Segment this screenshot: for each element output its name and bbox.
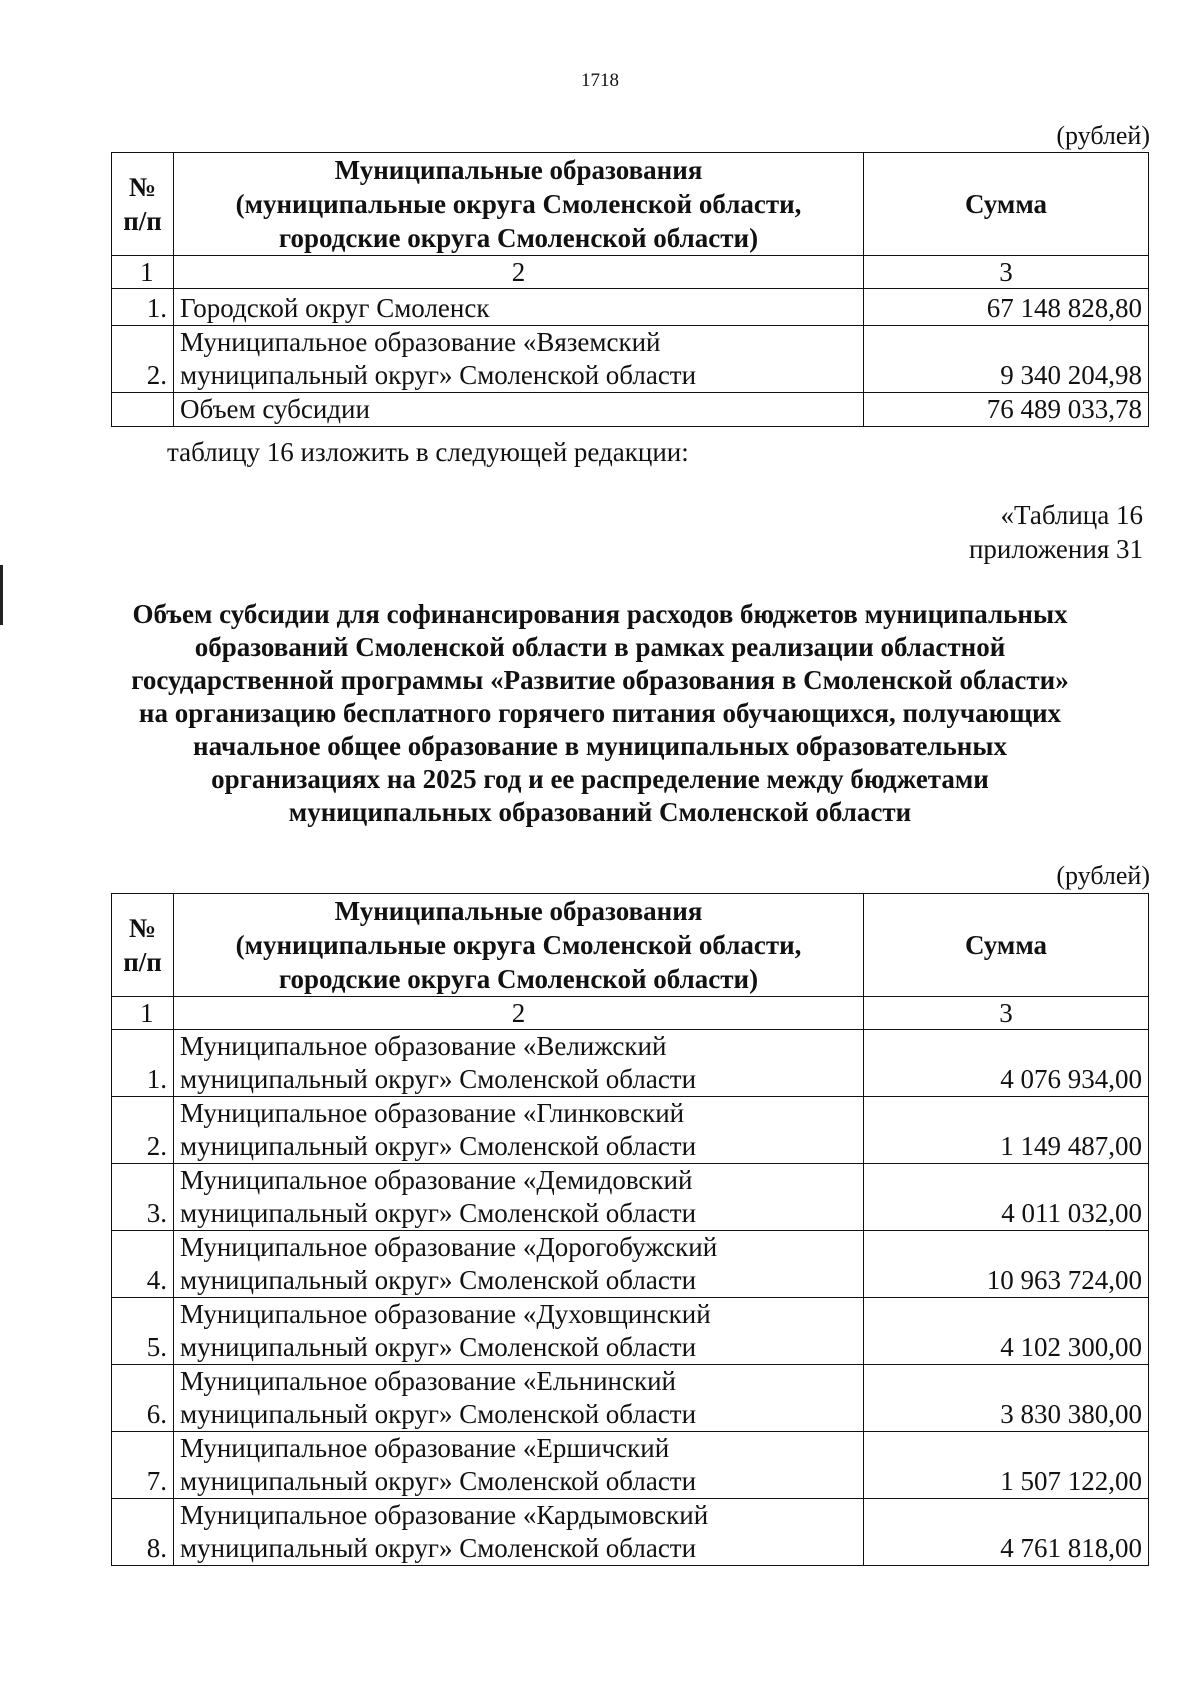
row-number: 8. [112, 1499, 174, 1566]
header-name: Муниципальные образования (муниципальные округа Смоленской области, городские округа Смоленской области) [174, 153, 864, 256]
header-no: № п/п [112, 153, 174, 256]
header-no: № п/п [112, 894, 174, 997]
row-sum: 10 963 724,00 [864, 1231, 1149, 1298]
row-sum: 3 830 380,00 [864, 1365, 1149, 1432]
row-sum: 9 340 204,98 [864, 326, 1149, 393]
row-number: 6. [112, 1365, 174, 1432]
row-municipality: Муниципальное образование «Вяземский муниципальный округ» Смоленской области [174, 326, 864, 393]
table1-header-row [112, 153, 1149, 256]
table-row [112, 1499, 1149, 1566]
row-municipality: Муниципальное образование «Кардымовский муниципальный округ» Смоленской области [174, 1499, 864, 1566]
table-reference [969, 498, 1143, 566]
row-municipality: Муниципальное образование «Демидовский муниципальный округ» Смоленской области [174, 1164, 864, 1231]
header-sum: Сумма [864, 153, 1149, 256]
row-municipality: Муниципальное образование «Глинковский муниципальный округ» Смоленской области [174, 1097, 864, 1164]
table-row [112, 1365, 1149, 1432]
table1 [111, 152, 1149, 427]
table-row [112, 289, 1149, 326]
table2 [111, 893, 1149, 1566]
table-reference-line2: приложения 31 [968, 534, 1143, 564]
table2-column-numbers [112, 997, 1149, 1030]
row-municipality: Муниципальное образование «Духовщинский муниципальный округ» Смоленской области [174, 1298, 864, 1365]
margin-mark [0, 565, 3, 625]
row-municipality: Муниципальное образование «Велижский муниципальный округ» Смоленской области [174, 1030, 864, 1097]
row-number: 1. [112, 289, 174, 326]
table-row [112, 326, 1149, 393]
column-number-2: 2 [174, 256, 864, 289]
table-row [112, 1298, 1149, 1365]
table-row [112, 1030, 1149, 1097]
unit-label-table1: (рублей) [1056, 121, 1150, 150]
row-number: 3. [112, 1164, 174, 1231]
row-sum: 4 761 818,00 [864, 1499, 1149, 1566]
table2-header-row [112, 894, 1149, 997]
row-number: 4. [112, 1231, 174, 1298]
table-reference-line1: «Таблица 16 [1000, 500, 1143, 530]
row-municipality: Городской округ Смоленск [174, 289, 864, 326]
row-municipality: Муниципальное образование «Ельнинский муниципальный округ» Смоленской области [174, 1365, 864, 1432]
row-sum: 4 076 934,00 [864, 1030, 1149, 1097]
document-title: Объем субсидии для софинансирования расходов бюджетов муниципальных образований Смоленской области в рамках реализации областной государственной программы «Развитие образования в Смоленской области» на организацию бесплатного горячего питания обучающихся, получающих начальное общее образование в муниципальных образовательных организациях на 2025 год и ее распределение между бюджетами муниципальных образований Смоленской области [131, 599, 1069, 827]
row-number: 2. [112, 1097, 174, 1164]
column-number-1: 1 [112, 997, 174, 1030]
header-sum: Сумма [864, 894, 1149, 997]
instruction-text: таблицу 16 изложить в следующей редакции: [167, 437, 689, 467]
unit-label-table2: (рублей) [1056, 861, 1150, 890]
total-number-cell [112, 393, 174, 427]
row-sum: 4 011 032,00 [864, 1164, 1149, 1231]
row-number: 7. [112, 1432, 174, 1499]
table-row [112, 1164, 1149, 1231]
header-name: Муниципальные образования (муниципальные округа Смоленской области, городские округа Смоленской области) [174, 894, 864, 997]
table1-column-numbers [112, 256, 1149, 289]
row-number: 2. [112, 326, 174, 393]
table-row [112, 1432, 1149, 1499]
table-row [112, 1097, 1149, 1164]
total-sum: 76 489 033,78 [864, 393, 1149, 427]
column-number-3: 3 [864, 997, 1149, 1030]
column-number-2: 2 [174, 997, 864, 1030]
page-number: 1718 [581, 70, 619, 91]
column-number-3: 3 [864, 256, 1149, 289]
row-municipality: Муниципальное образование «Ершичский муниципальный округ» Смоленской области [174, 1432, 864, 1499]
column-number-1: 1 [112, 256, 174, 289]
row-municipality: Муниципальное образование «Дорогобужский муниципальный округ» Смоленской области [174, 1231, 864, 1298]
row-number: 5. [112, 1298, 174, 1365]
row-sum: 4 102 300,00 [864, 1298, 1149, 1365]
row-sum: 1 149 487,00 [864, 1097, 1149, 1164]
table-total-row [112, 393, 1149, 427]
row-number: 1. [112, 1030, 174, 1097]
row-sum: 1 507 122,00 [864, 1432, 1149, 1499]
total-label: Объем субсидии [174, 393, 864, 427]
row-sum: 67 148 828,80 [864, 289, 1149, 326]
table-row [112, 1231, 1149, 1298]
